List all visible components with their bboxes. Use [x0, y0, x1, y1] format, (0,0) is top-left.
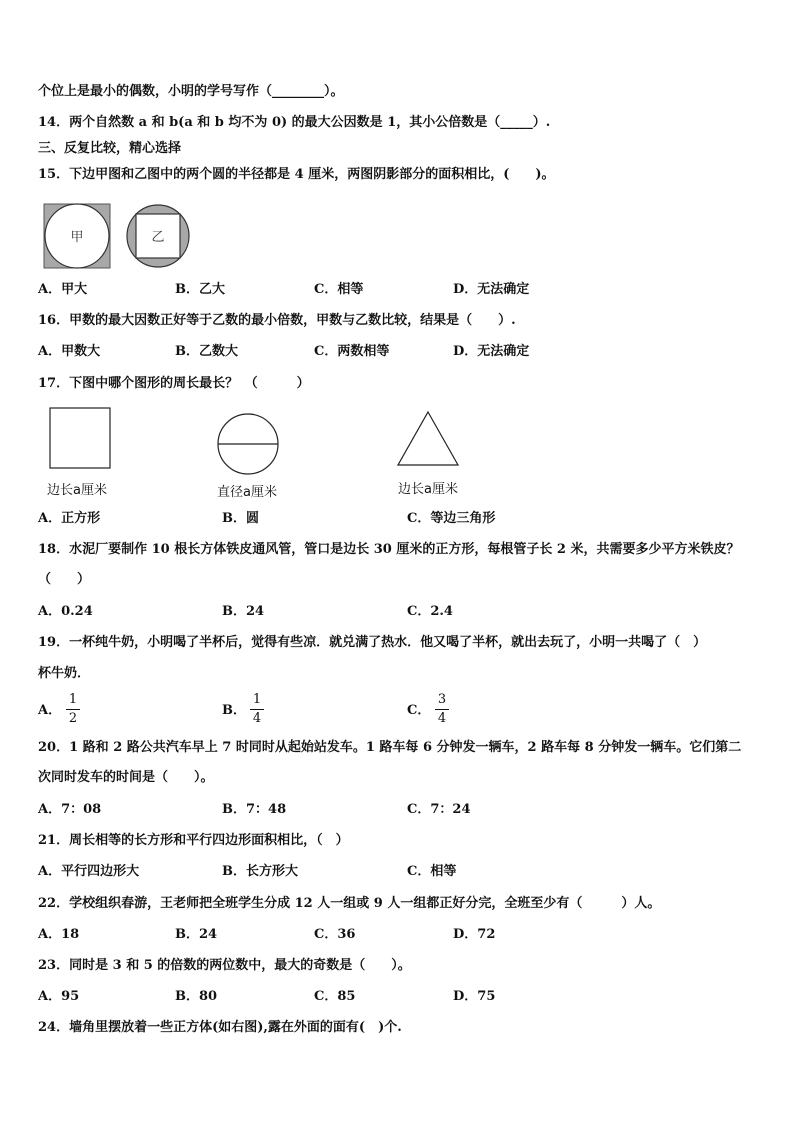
- q20-text: 20．1 路和 2 路公共汽车早上 7 时同时从起始站发车。1 路车每 6 分钟发一辆车，2 路车每 8 分钟发一辆车。它们第二: [38, 740, 742, 755]
- fraction-numerator: 1: [252, 692, 262, 707]
- fraction-numerator: 1: [68, 692, 78, 707]
- q19-option-b-fraction: [250, 692, 264, 727]
- q20-option-a[interactable]: A．7：08: [38, 802, 102, 817]
- q18-blank: （ ）: [38, 572, 91, 587]
- q19-option-b[interactable]: B．: [222, 703, 246, 718]
- q22-option-c[interactable]: C．36: [314, 927, 356, 942]
- q18-text: 18．水泥厂要制作 10 根长方体铁皮通风管，管口是边长 30 厘米的正方形，每根管子长 2 米，共需要多少平方米铁皮？: [38, 542, 740, 557]
- q15-figure-yi: [125, 203, 191, 269]
- q22-option-d[interactable]: D．72: [453, 927, 496, 942]
- q16-option-d[interactable]: D．无法确定: [453, 344, 530, 359]
- q17-square-caption: 边长a厘米: [47, 483, 107, 498]
- q16-option-a[interactable]: A．甲数大: [38, 344, 101, 359]
- q15-option-d[interactable]: D．无法确定: [453, 282, 530, 297]
- q14-text: 14．两个自然数 a 和 b(a 和 b 均不为 0) 的最大公因数是 1，其小公倍数是（_____）.: [38, 115, 551, 130]
- q20-option-c[interactable]: C．7：24: [407, 802, 471, 817]
- q18-option-a[interactable]: A．0.24: [38, 604, 93, 619]
- q15-option-b[interactable]: B．乙大: [175, 282, 225, 297]
- q23-text: 23．同时是 3 和 5 的倍数的两位数中，最大的奇数是（ ）。: [38, 958, 411, 973]
- q16-text: 16．甲数的最大因数正好等于乙数的最小倍数，甲数与乙数比较，结果是（ ）.: [38, 313, 516, 328]
- fraction-numerator: 3: [437, 692, 447, 707]
- q21-option-c[interactable]: C．相等: [407, 864, 457, 879]
- q17-circle-caption: 直径a厘米: [217, 485, 277, 500]
- q24-text: 24．墙角里摆放着一些正方体(如右图),露在外面的面有( )个.: [38, 1020, 402, 1035]
- q17-triangle-caption: 边长a厘米: [398, 482, 458, 497]
- fraction-denominator: 4: [252, 711, 262, 726]
- q17-circle-figure: [217, 413, 281, 477]
- q23-option-d[interactable]: D．75: [453, 989, 496, 1004]
- q23-option-b[interactable]: B．80: [175, 989, 218, 1004]
- fraction-bar: [66, 709, 80, 710]
- q23-option-a[interactable]: A．95: [38, 989, 80, 1004]
- q15-figure-jia: [43, 203, 113, 271]
- fraction-denominator: 2: [68, 711, 78, 726]
- q21-option-a[interactable]: A．平行四边形大: [38, 864, 140, 879]
- q16-option-c[interactable]: C．两数相等: [314, 344, 390, 359]
- q19-text-end: 杯牛奶．: [38, 666, 91, 681]
- q21-option-b[interactable]: B．长方形大: [222, 864, 298, 879]
- q17-text: 17．下图中哪个图形的周长最长？ （ ）: [38, 376, 310, 391]
- q19-option-c[interactable]: C．: [407, 703, 431, 718]
- fraction-bar: [250, 709, 264, 710]
- q19-text: 19．一杯纯牛奶，小明喝了半杯后，觉得有些凉．就兑满了热水．他又喝了半杯，就出去玩了，小明一共喝了（ ）: [38, 635, 707, 650]
- q22-option-b[interactable]: B．24: [175, 927, 218, 942]
- section-3-heading: 三、反复比较，精心选择: [38, 141, 182, 156]
- q19-option-c-fraction: [435, 692, 449, 727]
- q19-option-a-fraction: [66, 692, 80, 727]
- q18-option-b[interactable]: B．24: [222, 604, 265, 619]
- q15-figure-jia-label: 甲: [70, 230, 84, 245]
- q17-option-b[interactable]: B．圆: [222, 511, 259, 526]
- q17-triangle-figure: [397, 410, 461, 468]
- q20-text-end: 次同时发车的时间是（ ）。: [38, 770, 214, 785]
- fraction-denominator: 4: [437, 711, 447, 726]
- q20-option-b[interactable]: B．7：48: [222, 802, 287, 817]
- q17-option-a[interactable]: A．正方形: [38, 511, 101, 526]
- q15-option-a[interactable]: A．甲大: [38, 282, 88, 297]
- fraction-bar: [435, 709, 449, 710]
- q17-option-c[interactable]: C．等边三角形: [407, 511, 496, 526]
- q18-option-c[interactable]: C．2.4: [407, 604, 453, 619]
- q22-text: 22．学校组织春游，王老师把全班学生分成 12 人一组或 9 人一组都正好分完，全班至少有（ ）人。: [38, 896, 661, 911]
- q21-text: 21．周长相等的长方形和平行四边形面积相比，（ ）: [38, 833, 349, 848]
- q19-option-a[interactable]: A．: [38, 703, 62, 718]
- q15-figure-yi-label: 乙: [151, 230, 165, 245]
- q23-option-c[interactable]: C．85: [314, 989, 356, 1004]
- q22-option-a[interactable]: A．18: [38, 927, 80, 942]
- q15-text: 15．下边甲图和乙图中的两个圆的半径都是 4 厘米，两图阴影部分的面积相比，( )。: [38, 167, 555, 182]
- q15-option-c[interactable]: C．相等: [314, 282, 364, 297]
- q13-continuation: 个位上是最小的偶数，小明的学号写作（________）。: [38, 84, 344, 99]
- q17-square-figure: [49, 407, 113, 471]
- q16-option-b[interactable]: B．乙数大: [175, 344, 238, 359]
